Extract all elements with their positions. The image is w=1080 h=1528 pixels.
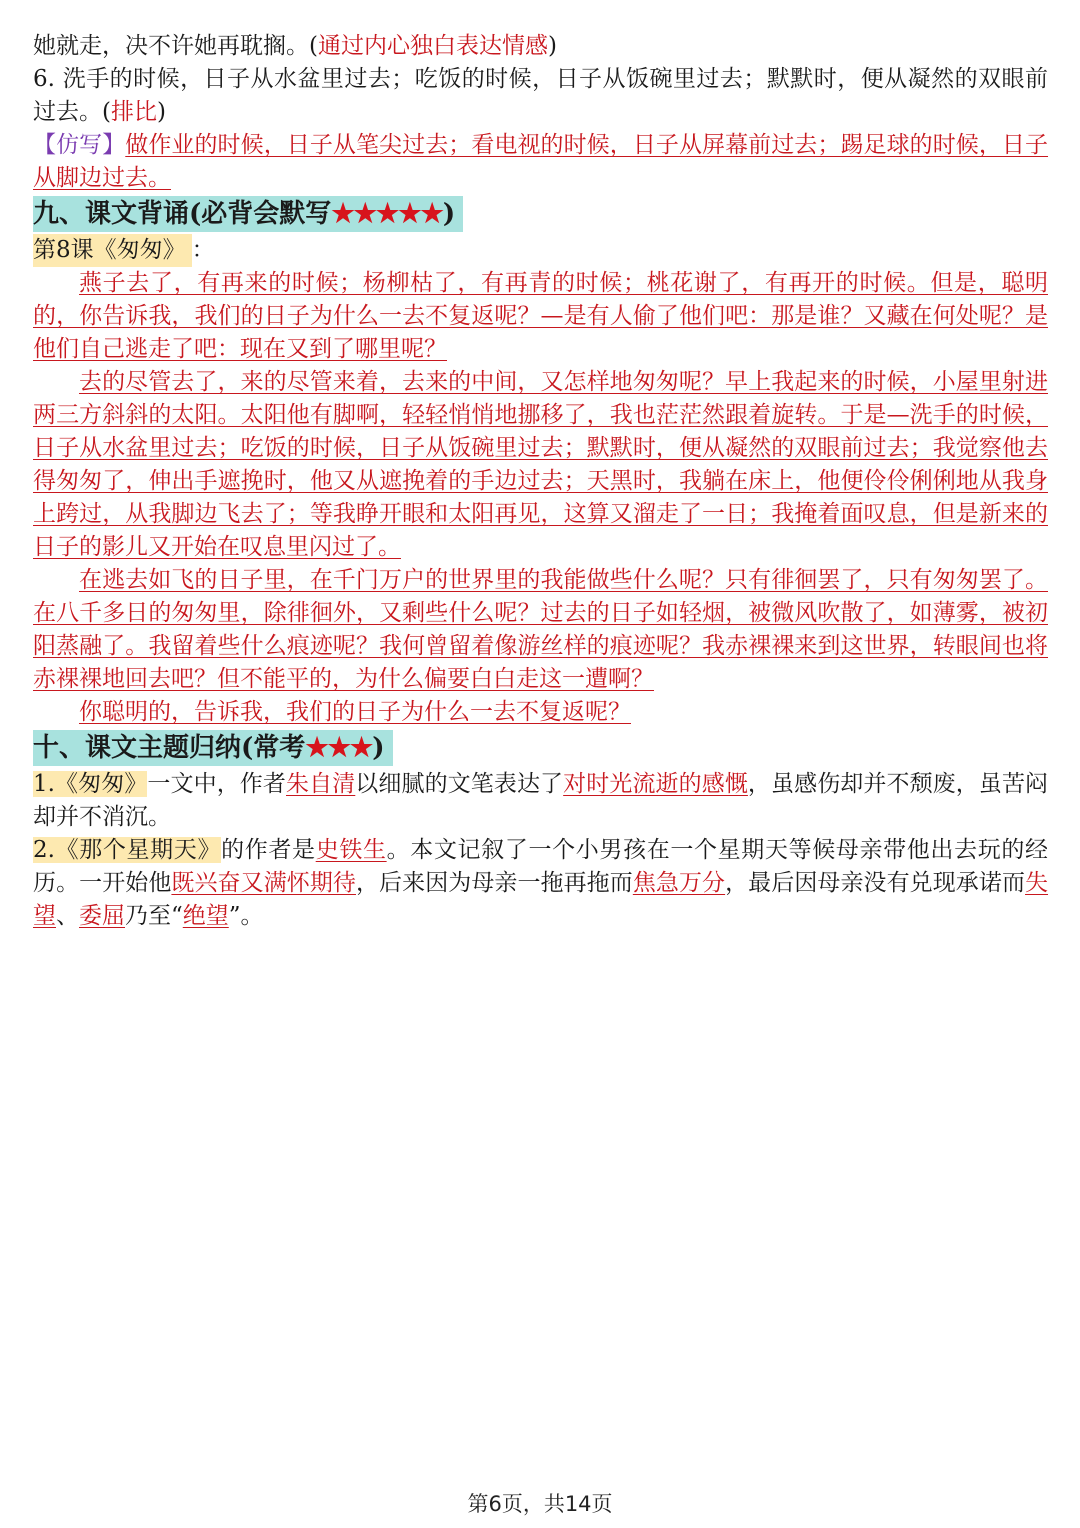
section-heading-10: 十、课文主题归纳(常考★★★) xyxy=(33,730,393,766)
imitation-writing xyxy=(33,129,1048,195)
lesson-title: 第8课《匆匆》 xyxy=(33,234,192,267)
theme-label: 2.《那个星期天》 xyxy=(33,837,222,863)
answer: 委屈 xyxy=(79,903,125,929)
annotation: 通过内心独白表达情感 xyxy=(317,33,548,59)
answer: 焦急万分 xyxy=(632,870,726,896)
answer: 失望 xyxy=(33,870,1049,929)
imitation-tag: 【仿写】 xyxy=(33,132,126,158)
recitation-paragraph: 去的尽管去了，来的尽管来着，去来的中间，又怎样地匆匆呢？早上我起来的时候，小屋里射进两三方斜斜的太阳。太阳他有脚啊，轻轻悄悄地挪移了，我也茫茫然跟着旋转。于是—洗手的时候，日子从水盆里过去；吃饭的时候，日子从饭碗里过去；默默时，便从凝然的双眼前过去；我觉察他去得匆匆了，伸出手遮挽时，他又从遮挽着的手边过去；天黑时，我躺在床上，他便伶伶俐俐地从我身上跨过，从我脚边飞去了；等我睁开眼和太阳再见，这算又溜走了一日；我掩着面叹息，但是新来的日子的影儿又开始在叹息里闪过了。 xyxy=(33,369,1048,560)
annotation: 排比 xyxy=(110,99,157,125)
recitation-paragraph: 燕子去了，有再来的时候；杨柳枯了，有再青的时候；桃花谢了，有再开的时候。但是，聪明的，你告诉我，我们的日子为什么一去不复返呢？—是有人偷了他们吧：那是谁？又藏在何处呢？是他们自己逃走了吧：现在又到了哪里呢？ xyxy=(33,270,1048,362)
item-6: 6. 洗手的时候，日子从水盆里过去；吃饭的时候，日子从饭碗里过去；默默时，便从凝然的双眼前过去。(排比) xyxy=(33,66,1048,125)
imitation-text: 做作业的时候，日子从笔尖过去；看电视的时候，日子从屏幕前过去；踢足球的时候，日子从脚边过去。 xyxy=(33,132,1049,191)
theme-label: 1.《匆匆》 xyxy=(33,771,148,797)
page-content xyxy=(33,30,1048,933)
theme-item-2: 2.《那个星期天》的作者是史铁生。本文记叙了一个小男孩在一个星期天等候母亲带他出去玩的经历。一开始他既兴奋又满怀期待，后来因为母亲一拖再拖而焦急万分，最后因母亲没有兑现承诺而失望、委屈乃至“绝望”。 xyxy=(33,837,1049,929)
recitation-paragraph: 在逃去如飞的日子里，在千门万户的世界里的我能做些什么呢？只有徘徊罢了，只有匆匆罢了。在八千多日的匆匆里，除徘徊外，又剩些什么呢？过去的日子如轻烟，被微风吹散了，如薄雾，被初阳蒸融了。我留着些什么痕迹呢？我何曾留着像游丝样的痕迹呢？我赤裸裸来到这世界，转眼间也将赤裸裸地回去吧？但不能平的，为什么偏要白白走这一遭啊？ xyxy=(33,567,1048,692)
answer: 既兴奋又满怀期待 xyxy=(171,870,356,896)
answer: 对时光流逝的感慨 xyxy=(563,771,748,797)
page-footer: 第6页，共14页 xyxy=(467,1492,613,1516)
answer: 绝望 xyxy=(182,903,229,929)
star-rating: ★★★ xyxy=(305,733,373,763)
recitation-paragraph: 你聪明的，告诉我，我们的日子为什么一去不复返呢？ xyxy=(79,699,631,725)
line-continuation: 她就走，决不许她再耽搁。(通过内心独白表达情感) xyxy=(33,33,557,59)
star-rating: ★★★★★ xyxy=(331,199,443,229)
answer: 朱自清 xyxy=(286,771,356,797)
section-heading-9: 九、课文背诵(必背会默写★★★★★) xyxy=(33,196,463,232)
theme-item-1: 1.《匆匆》一文中，作者朱自清以细腻的文笔表达了对时光流逝的感慨，虽感伤却并不颓废，虽苦闷却并不消沉。 xyxy=(33,771,1049,830)
lesson-title-line: 第8课《匆匆》 ： xyxy=(33,234,1048,267)
answer: 史铁生 xyxy=(315,837,387,863)
